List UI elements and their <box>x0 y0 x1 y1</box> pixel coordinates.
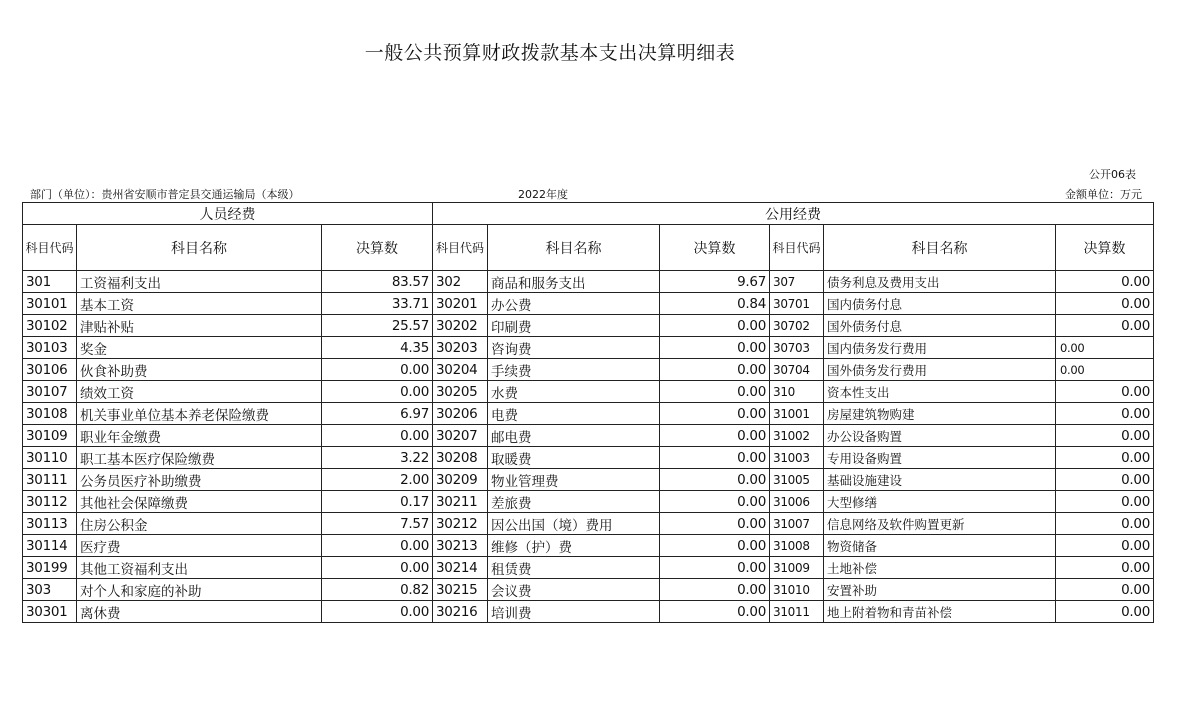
subject-name: 其他社会保障缴费 <box>77 491 322 513</box>
table-body <box>23 271 1154 623</box>
subject-name: 房屋建筑物购建 <box>824 403 1056 425</box>
subject-code: 31006 <box>770 491 824 513</box>
subject-name: 债务利息及费用支出 <box>824 271 1056 293</box>
amount-value: 0.00 <box>660 447 770 469</box>
subject-code: 31009 <box>770 557 824 579</box>
subject-name: 绩效工资 <box>77 381 322 403</box>
subject-name: 因公出国（境）费用 <box>488 513 660 535</box>
table-row <box>23 557 1154 579</box>
amount-value: 25.57 <box>322 315 433 337</box>
subject-name: 国内债务付息 <box>824 293 1056 315</box>
subject-code: 31011 <box>770 601 824 623</box>
subject-name: 物业管理费 <box>488 469 660 491</box>
subject-name: 办公设备购置 <box>824 425 1056 447</box>
amount-value: 0.00 <box>660 601 770 623</box>
subject-code: 30106 <box>23 359 77 381</box>
subject-code: 30301 <box>23 601 77 623</box>
table-row <box>23 425 1154 447</box>
table-row <box>23 535 1154 557</box>
amount-value: 0.00 <box>660 469 770 491</box>
subject-code: 30704 <box>770 359 824 381</box>
amount-value: 0.00 <box>660 403 770 425</box>
subject-code: 30212 <box>433 513 488 535</box>
subject-name: 维修（护）费 <box>488 535 660 557</box>
subject-name: 物资储备 <box>824 535 1056 557</box>
subject-name: 培训费 <box>488 601 660 623</box>
subject-code: 30112 <box>23 491 77 513</box>
section-public: 公用经费 <box>433 203 1154 225</box>
subject-code: 30108 <box>23 403 77 425</box>
subject-name: 租赁费 <box>488 557 660 579</box>
subject-name: 其他工资福利支出 <box>77 557 322 579</box>
subject-name: 印刷费 <box>488 315 660 337</box>
amount-value: 0.00 <box>660 381 770 403</box>
header-code: 科目代码 <box>770 225 824 271</box>
amount-value: 0.00 <box>1056 271 1154 293</box>
amount-value: 0.00 <box>1056 601 1154 623</box>
subject-code: 30107 <box>23 381 77 403</box>
subject-name: 资本性支出 <box>824 381 1056 403</box>
subject-name: 邮电费 <box>488 425 660 447</box>
subject-name: 住房公积金 <box>77 513 322 535</box>
amount-value: 0.00 <box>660 579 770 601</box>
header-amount: 决算数 <box>322 225 433 271</box>
amount-value: 0.00 <box>1056 425 1154 447</box>
subject-code: 30203 <box>433 337 488 359</box>
subject-code: 30215 <box>433 579 488 601</box>
table-row <box>23 293 1154 315</box>
subject-name: 手续费 <box>488 359 660 381</box>
amount-value: 0.00 <box>660 359 770 381</box>
amount-value: 0.00 <box>660 337 770 359</box>
subject-code: 30208 <box>433 447 488 469</box>
amount-unit: 金额单位：万元 <box>1065 188 1142 201</box>
subject-name: 办公费 <box>488 293 660 315</box>
amount-value: 0.00 <box>322 535 433 557</box>
table-row <box>23 579 1154 601</box>
header-amount: 决算数 <box>1056 225 1154 271</box>
table-row <box>23 601 1154 623</box>
subject-code: 31003 <box>770 447 824 469</box>
subject-code: 30201 <box>433 293 488 315</box>
amount-value: 0.00 <box>1056 513 1154 535</box>
table-row <box>23 315 1154 337</box>
table-row <box>23 447 1154 469</box>
subject-code: 30103 <box>23 337 77 359</box>
header-code: 科目代码 <box>433 225 488 271</box>
subject-code: 30702 <box>770 315 824 337</box>
fiscal-year: 2022年度 <box>518 188 568 201</box>
expenditure-table <box>22 202 1154 623</box>
amount-value: 0.00 <box>660 491 770 513</box>
subject-code: 30206 <box>433 403 488 425</box>
subject-code: 30110 <box>23 447 77 469</box>
amount-value: 0.00 <box>1056 359 1154 381</box>
amount-value: 4.35 <box>322 337 433 359</box>
subject-name: 离休费 <box>77 601 322 623</box>
subject-name: 水费 <box>488 381 660 403</box>
amount-value: 0.00 <box>660 557 770 579</box>
subject-name: 安置补助 <box>824 579 1056 601</box>
subject-code: 30111 <box>23 469 77 491</box>
subject-code: 30202 <box>433 315 488 337</box>
subject-name: 地上附着物和青苗补偿 <box>824 601 1056 623</box>
subject-name: 咨询费 <box>488 337 660 359</box>
amount-value: 0.00 <box>1056 491 1154 513</box>
amount-value: 33.71 <box>322 293 433 315</box>
table-row <box>23 469 1154 491</box>
amount-value: 0.00 <box>1056 315 1154 337</box>
subject-code: 31008 <box>770 535 824 557</box>
amount-value: 6.97 <box>322 403 433 425</box>
subject-code: 30213 <box>433 535 488 557</box>
subject-code: 30205 <box>433 381 488 403</box>
subject-code: 31001 <box>770 403 824 425</box>
subject-code: 31010 <box>770 579 824 601</box>
amount-value: 9.67 <box>660 271 770 293</box>
subject-code: 301 <box>23 271 77 293</box>
table-row <box>23 381 1154 403</box>
subject-name: 伙食补助费 <box>77 359 322 381</box>
subject-name: 电费 <box>488 403 660 425</box>
subject-code: 30216 <box>433 601 488 623</box>
subject-code: 30209 <box>433 469 488 491</box>
subject-name: 商品和服务支出 <box>488 271 660 293</box>
amount-value: 0.00 <box>1056 447 1154 469</box>
table-row <box>23 403 1154 425</box>
page-title: 一般公共预算财政拨款基本支出决算明细表 <box>364 42 736 64</box>
subject-name: 基础设施建设 <box>824 469 1056 491</box>
amount-value: 7.57 <box>322 513 433 535</box>
subject-code: 30211 <box>433 491 488 513</box>
subject-code: 30113 <box>23 513 77 535</box>
subject-name: 职业年金缴费 <box>77 425 322 447</box>
subject-name: 机关事业单位基本养老保险缴费 <box>77 403 322 425</box>
header-amount: 决算数 <box>660 225 770 271</box>
subject-name: 会议费 <box>488 579 660 601</box>
subject-code: 303 <box>23 579 77 601</box>
amount-value: 0.00 <box>660 513 770 535</box>
subject-code: 30701 <box>770 293 824 315</box>
subject-code: 30114 <box>23 535 77 557</box>
amount-value: 83.57 <box>322 271 433 293</box>
subject-name: 国外债务发行费用 <box>824 359 1056 381</box>
amount-value: 0.00 <box>660 315 770 337</box>
subject-name: 差旅费 <box>488 491 660 513</box>
amount-value: 2.00 <box>322 469 433 491</box>
subject-code: 30199 <box>23 557 77 579</box>
subject-code: 307 <box>770 271 824 293</box>
subject-name: 职工基本医疗保险缴费 <box>77 447 322 469</box>
table-row <box>23 337 1154 359</box>
amount-value: 0.84 <box>660 293 770 315</box>
subject-code: 30214 <box>433 557 488 579</box>
header-name: 科目名称 <box>488 225 660 271</box>
subject-code: 31007 <box>770 513 824 535</box>
subject-code: 31002 <box>770 425 824 447</box>
section-personnel: 人员经费 <box>23 203 433 225</box>
subject-name: 专用设备购置 <box>824 447 1056 469</box>
amount-value: 3.22 <box>322 447 433 469</box>
subject-code: 30204 <box>433 359 488 381</box>
subject-name: 奖金 <box>77 337 322 359</box>
amount-value: 0.00 <box>1056 403 1154 425</box>
amount-value: 0.00 <box>1056 557 1154 579</box>
amount-value: 0.17 <box>322 491 433 513</box>
amount-value: 0.00 <box>1056 293 1154 315</box>
amount-value: 0.00 <box>1056 381 1154 403</box>
subject-code: 30207 <box>433 425 488 447</box>
subject-name: 国内债务发行费用 <box>824 337 1056 359</box>
amount-value: 0.00 <box>660 425 770 447</box>
subject-code: 302 <box>433 271 488 293</box>
subject-name: 大型修缮 <box>824 491 1056 513</box>
table-row <box>23 513 1154 535</box>
subject-code: 310 <box>770 381 824 403</box>
department-label: 部门（单位）：贵州省安顺市普定县交通运输局（本级） <box>30 188 300 201</box>
amount-value: 0.00 <box>322 359 433 381</box>
subject-name: 医疗费 <box>77 535 322 557</box>
amount-value: 0.00 <box>322 601 433 623</box>
subject-name: 公务员医疗补助缴费 <box>77 469 322 491</box>
amount-value: 0.00 <box>322 557 433 579</box>
subject-code: 30703 <box>770 337 824 359</box>
subject-name: 津贴补贴 <box>77 315 322 337</box>
amount-value: 0.00 <box>660 535 770 557</box>
header-name: 科目名称 <box>77 225 322 271</box>
subject-name: 信息网络及软件购置更新 <box>824 513 1056 535</box>
table-row <box>23 359 1154 381</box>
header-name: 科目名称 <box>824 225 1056 271</box>
amount-value: 0.00 <box>322 381 433 403</box>
header-code: 科目代码 <box>23 225 77 271</box>
table-number: 公开06表 <box>1089 168 1136 181</box>
subject-name: 工资福利支出 <box>77 271 322 293</box>
subject-name: 土地补偿 <box>824 557 1056 579</box>
amount-value: 0.00 <box>1056 469 1154 491</box>
amount-value: 0.82 <box>322 579 433 601</box>
table-row <box>23 271 1154 293</box>
subject-name: 基本工资 <box>77 293 322 315</box>
subject-code: 31005 <box>770 469 824 491</box>
amount-value: 0.00 <box>1056 535 1154 557</box>
subject-name: 取暖费 <box>488 447 660 469</box>
amount-value: 0.00 <box>1056 337 1154 359</box>
subject-name: 对个人和家庭的补助 <box>77 579 322 601</box>
subject-code: 30109 <box>23 425 77 447</box>
subject-code: 30102 <box>23 315 77 337</box>
amount-value: 0.00 <box>1056 579 1154 601</box>
table-row <box>23 491 1154 513</box>
subject-name: 国外债务付息 <box>824 315 1056 337</box>
subject-code: 30101 <box>23 293 77 315</box>
amount-value: 0.00 <box>322 425 433 447</box>
